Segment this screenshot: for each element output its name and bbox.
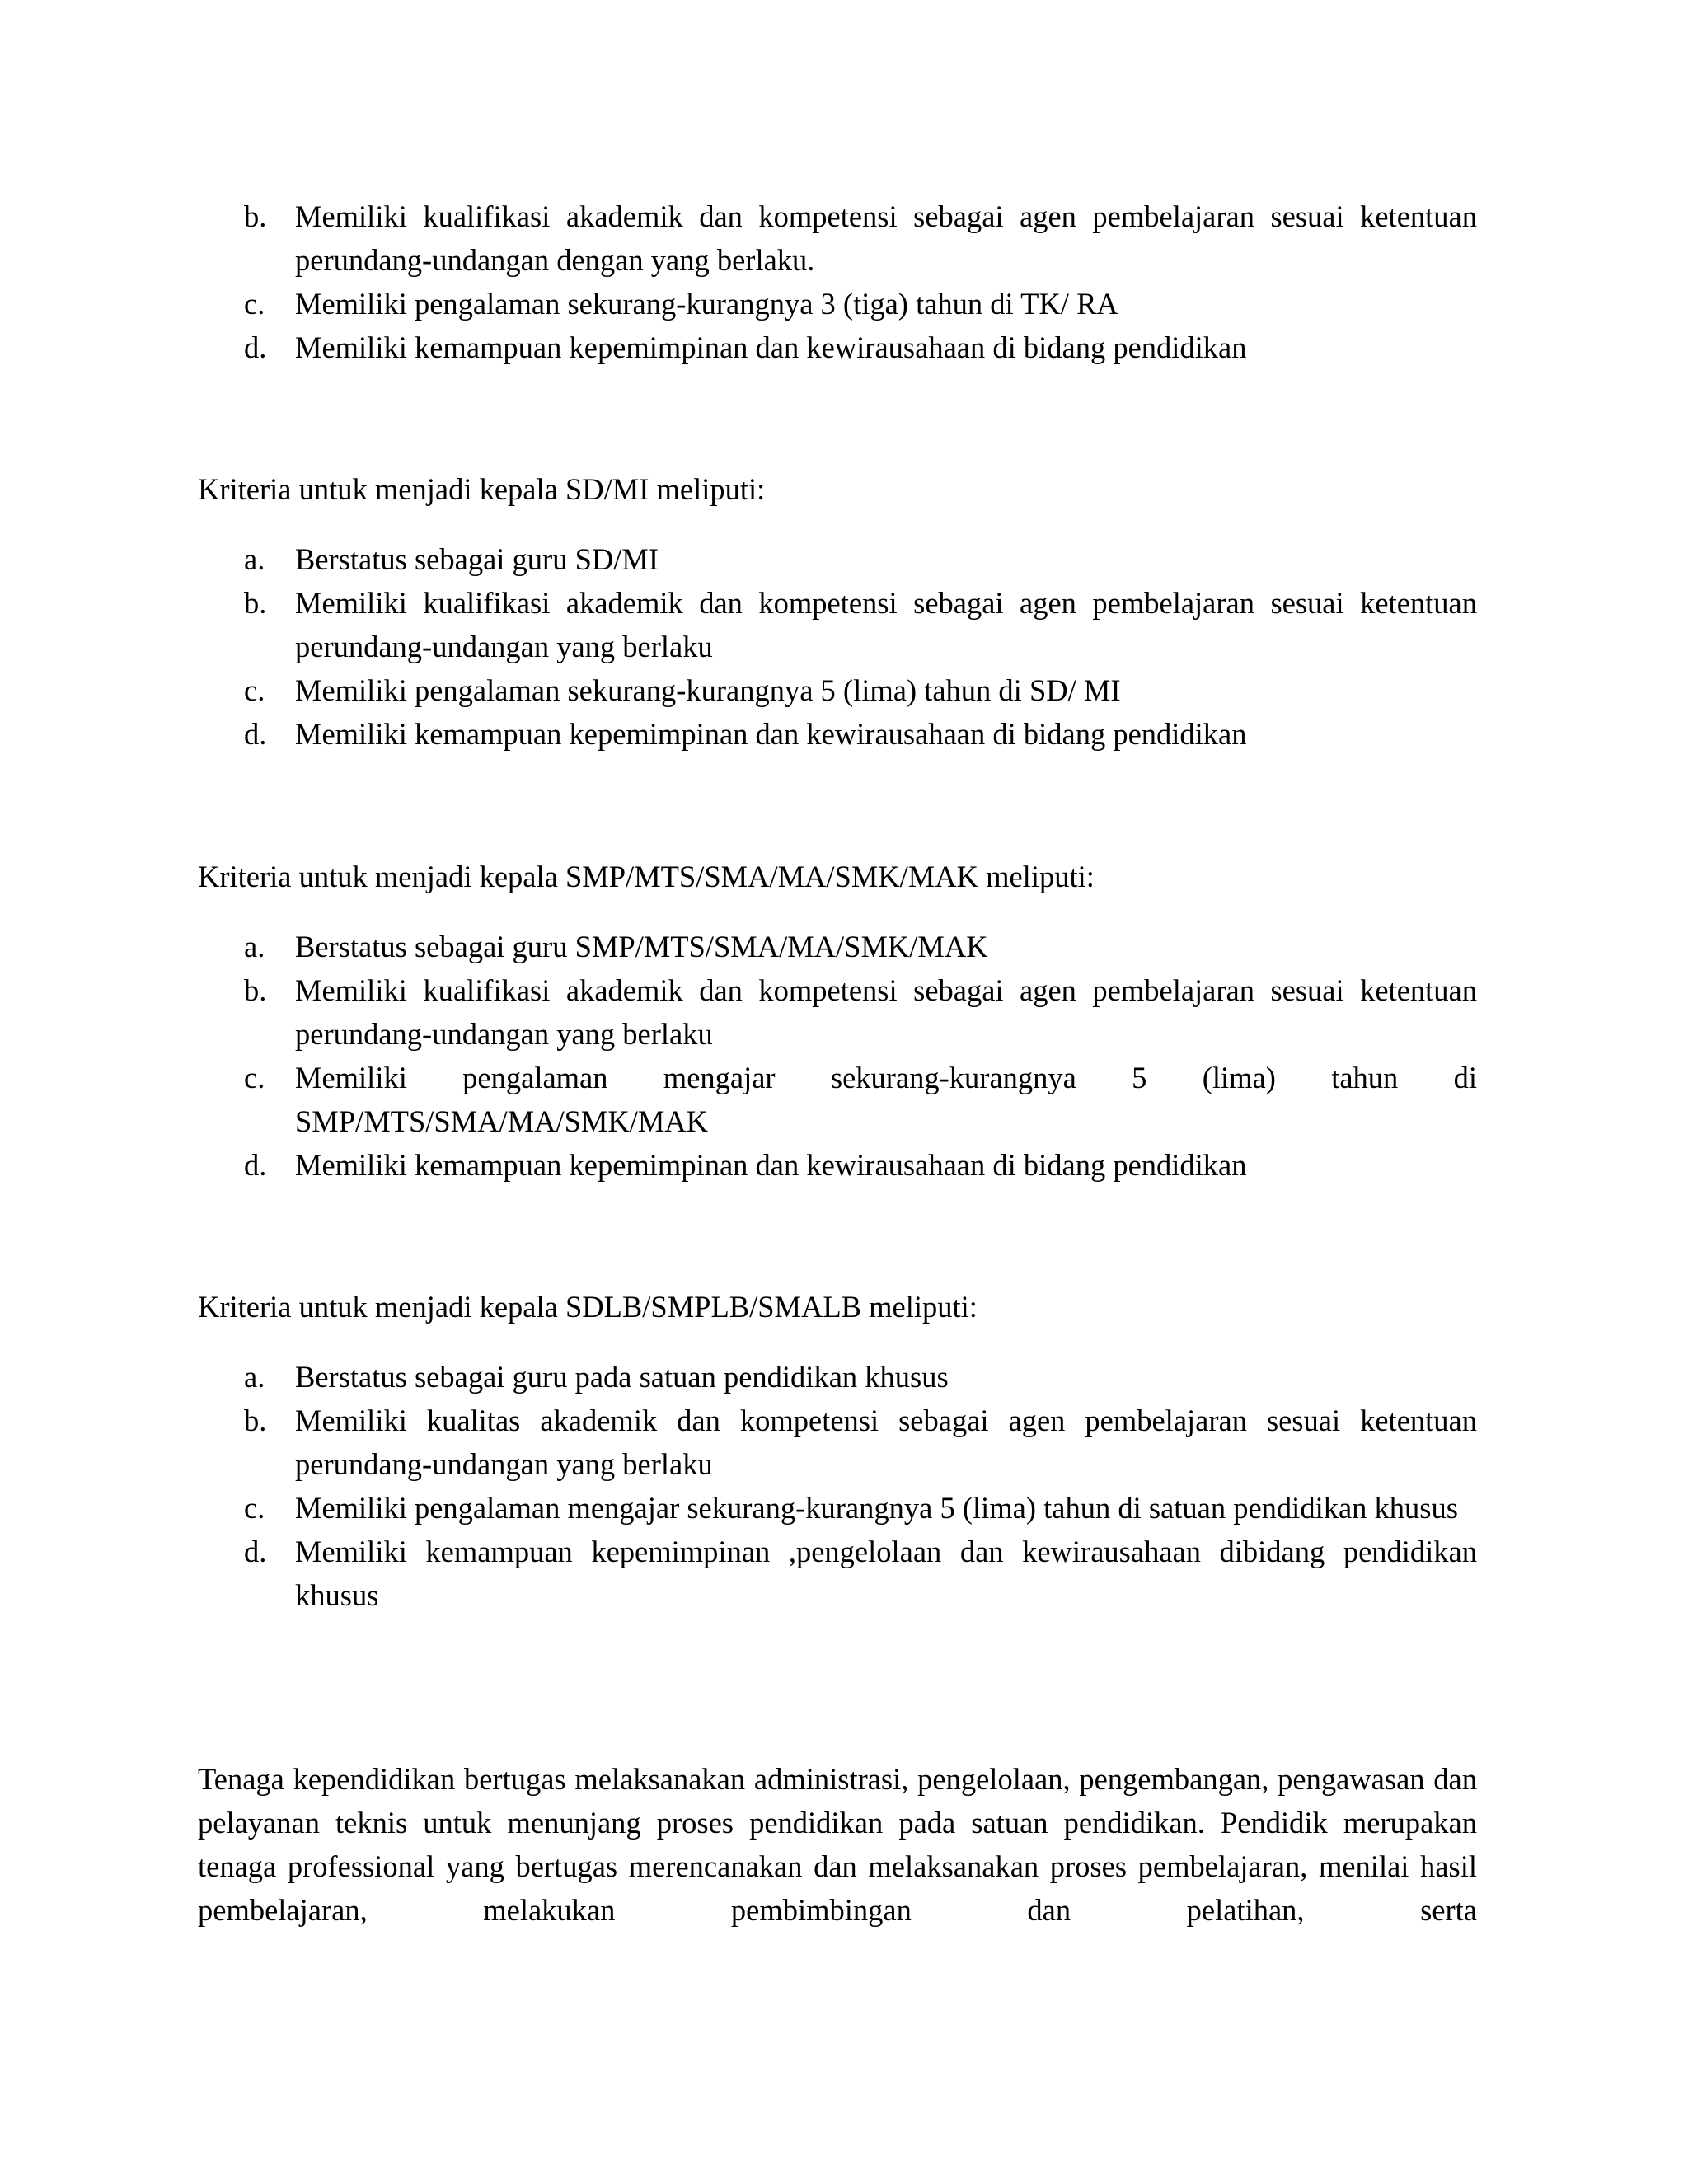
list-item-text: Memiliki pengalaman mengajar sekurang-kurangnya 5 (lima) tahun di satuan pendidikan khusus — [295, 1491, 1458, 1525]
list-item — [198, 537, 1477, 581]
list-item — [198, 1355, 1477, 1399]
list-item — [198, 194, 1477, 282]
list-item — [198, 1056, 1477, 1143]
list-item — [198, 668, 1477, 712]
list-marker: a. — [244, 542, 265, 576]
criteria-list-tk-ra — [198, 194, 1477, 369]
list-item-text: Berstatus sebagai guru SD/MI — [295, 542, 659, 576]
list-item — [198, 326, 1477, 369]
list-item — [198, 712, 1477, 756]
list-item — [198, 282, 1477, 326]
list-item — [198, 1143, 1477, 1187]
list-marker: c. — [244, 673, 265, 707]
list-item-text: Memiliki kemampuan kepemimpinan dan kewirausahaan di bidang pendidikan — [295, 330, 1247, 364]
list-marker: c. — [244, 287, 265, 321]
list-item-text: Berstatus sebagai guru pada satuan pendidikan khusus — [295, 1360, 949, 1394]
list-marker: d. — [244, 1535, 267, 1568]
closing-paragraph: Tenaga kependidikan bertugas melaksanakan administrasi, pengelolaan, pengembangan, pengawasan dan pelayanan teknis untuk menunjang proses pendidikan pada satuan pendidikan. Pendidik merupakan tenaga professional yang bertugas merencanakan dan melaksanakan proses pembelajaran, menilai hasil pembelajaran, melakukan pembimbingan dan pelatihan, serta — [198, 1762, 1477, 1927]
list-marker: b. — [244, 1404, 267, 1437]
section-sd-mi — [198, 467, 1477, 756]
list-item — [198, 581, 1477, 668]
section-tk-ra — [198, 194, 1477, 369]
criteria-list-sd-mi — [198, 537, 1477, 756]
section-heading: Kriteria untuk menjadi kepala SDLB/SMPLB/SMALB meliputi: — [198, 1290, 978, 1324]
list-item — [198, 925, 1477, 968]
list-item-text: Memiliki kualifikasi akademik dan kompetensi sebagai agen pembelajaran sesuai ketentuan perundang-undangan yang berlaku — [295, 973, 1477, 1051]
list-marker: a. — [244, 930, 265, 963]
section-heading: Kriteria untuk menjadi kepala SD/MI meliputi: — [198, 472, 766, 506]
list-marker: d. — [244, 330, 267, 364]
list-item — [198, 1486, 1477, 1530]
list-item — [198, 1530, 1477, 1617]
section-sdlb — [198, 1285, 1477, 1617]
list-marker: d. — [244, 717, 267, 751]
list-item — [198, 968, 1477, 1056]
list-marker: b. — [244, 586, 267, 620]
section-smp-sma — [198, 855, 1477, 1187]
list-marker: a. — [244, 1360, 265, 1394]
list-marker: d. — [244, 1148, 267, 1182]
list-item-text: Memiliki pengalaman mengajar sekurang-kurangnya 5 (lima) tahun di SMP/MTS/SMA/MA/SMK/MAK — [295, 1061, 1477, 1138]
closing-section — [198, 1757, 1477, 1932]
list-marker: b. — [244, 199, 267, 233]
list-marker: c. — [244, 1061, 265, 1094]
list-item-text: Memiliki kualifikasi akademik dan kompetensi sebagai agen pembelajaran sesuai ketentuan perundang-undangan dengan yang berlaku. — [295, 199, 1477, 277]
list-marker: c. — [244, 1491, 265, 1525]
list-item-text: Memiliki kemampuan kepemimpinan ,pengelolaan dan kewirausahaan dibidang pendidikan khusus — [295, 1535, 1477, 1612]
list-item-text: Memiliki kualitas akademik dan kompetensi sebagai agen pembelajaran sesuai ketentuan perundang-undangan yang berlaku — [295, 1404, 1477, 1481]
list-marker: b. — [244, 973, 267, 1007]
list-item-text: Berstatus sebagai guru SMP/MTS/SMA/MA/SMK/MAK — [295, 930, 988, 963]
criteria-list-smp-sma — [198, 925, 1477, 1187]
criteria-list-sdlb — [198, 1355, 1477, 1617]
section-heading: Kriteria untuk menjadi kepala SMP/MTS/SMA/MA/SMK/MAK meliputi: — [198, 860, 1095, 893]
list-item-text: Memiliki pengalaman sekurang-kurangnya 5 (lima) tahun di SD/ MI — [295, 673, 1121, 707]
list-item-text: Memiliki kemampuan kepemimpinan dan kewirausahaan di bidang pendidikan — [295, 1148, 1247, 1182]
list-item-text: Memiliki kemampuan kepemimpinan dan kewirausahaan di bidang pendidikan — [295, 717, 1247, 751]
list-item — [198, 1399, 1477, 1486]
list-item-text: Memiliki kualifikasi akademik dan kompetensi sebagai agen pembelajaran sesuai ketentuan perundang-undangan yang berlaku — [295, 586, 1477, 663]
list-item-text: Memiliki pengalaman sekurang-kurangnya 3 (tiga) tahun di TK/ RA — [295, 287, 1118, 321]
